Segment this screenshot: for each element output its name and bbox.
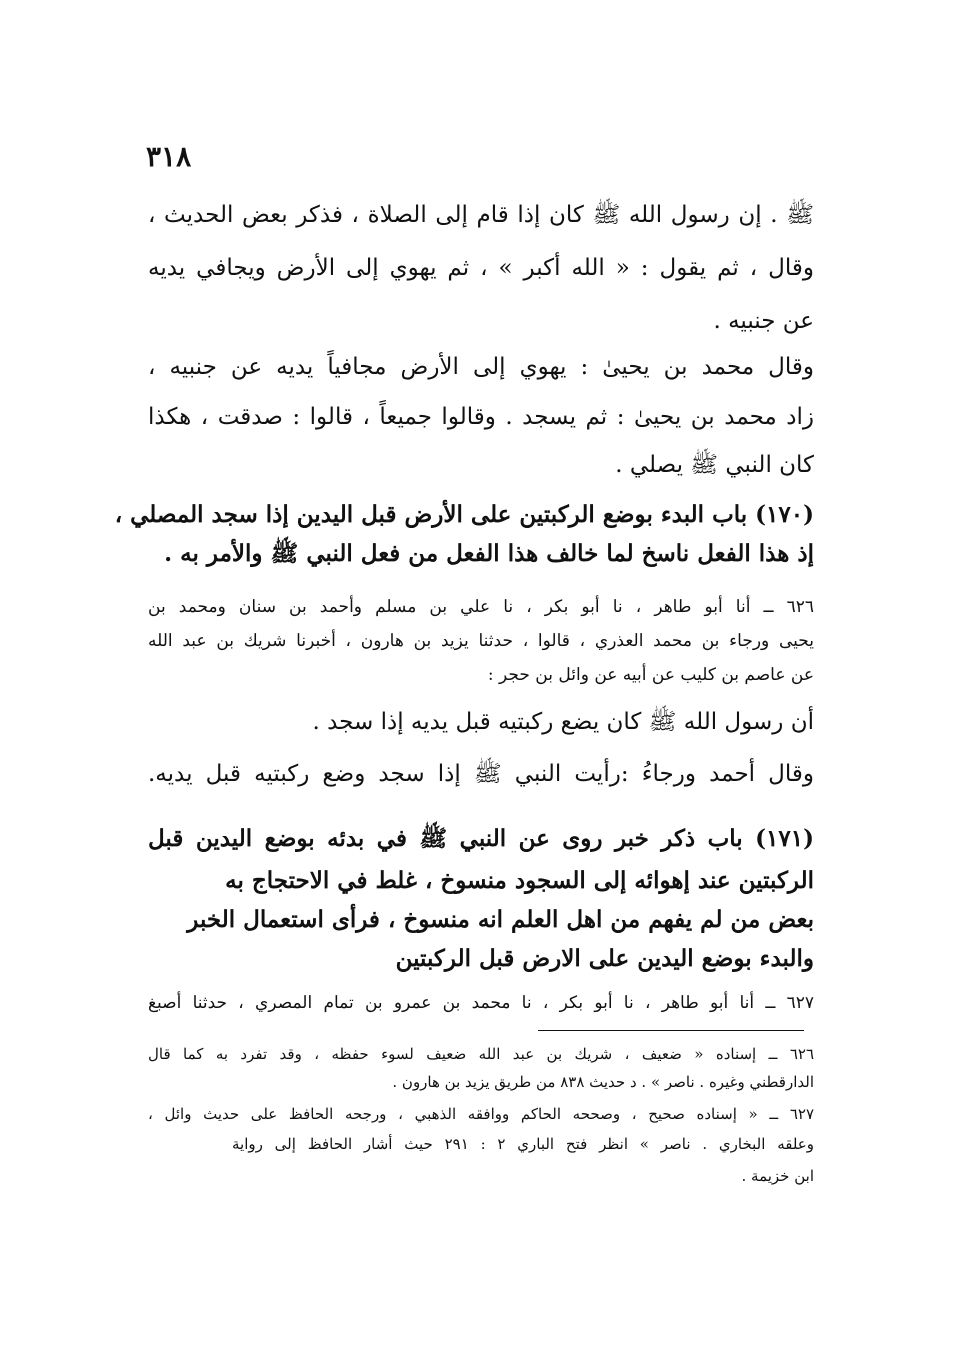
hadith-626-isnad: ٦٢٦ ــ أنا أبو طاهر ، نا أبو بكر ، نا علي بن مسلم وأحمد بن سنان ومحمد بن xyxy=(148,597,814,617)
chapter-heading-171: والبدء بوضع اليدين على الارض قبل الركبتين xyxy=(395,945,814,972)
paragraph-line: ﷺ . إن رسول الله ﷺ كان إذا قام إلى الصلاة ، فذكر بعض الحديث ، xyxy=(148,202,814,228)
footnote-627: ٦٢٧ ــ « إسناده صحيح ، وصححه الحاكم ووافقه الذهبي ، ورجحه الحافظ على حديث وائل ، xyxy=(148,1105,814,1123)
chapter-heading-171: بعض من لم يفهم من اهل العلم انه منسوخ ، فرأى استعمال الخبر xyxy=(187,906,814,933)
footnote-separator xyxy=(538,1030,804,1031)
chapter-heading-170: (١٧٠) باب البدء بوضع الركبتين على الأرض قبل اليدين إذا سجد المصلي ، xyxy=(114,501,814,528)
chapter-heading-171: الركبتين عند إهوائه إلى السجود منسوخ ، غلط في الاحتجاج به xyxy=(225,867,814,894)
hadith-627-isnad: ٦٢٧ ــ أنا أبو طاهر ، نا أبو بكر ، نا محمد بن عمرو بن تمام المصري ، حدثنا أصبغ xyxy=(148,993,814,1013)
footnote-626: ٦٢٦ ــ إسناده « ضعيف ، شريك بن عبد الله ضعيف لسوء حفظه ، وقد تفرد به كما قال xyxy=(148,1045,814,1063)
paragraph-line: عن جنبيه . xyxy=(713,308,814,334)
hadith-626-isnad: عن عاصم بن كليب عن أبيه عن وائل بن حجر : xyxy=(487,665,814,685)
footnote-627: ابن خزيمة . xyxy=(741,1167,814,1185)
chapter-heading-170: إذ هذا الفعل ناسخ لما خالف هذا الفعل من فعل النبي ﷺ والأمر به . xyxy=(164,540,814,567)
paragraph-line: وقال ، ثم يقول : « الله أكبر » ، ثم يهوي إلى الأرض ويجافي يديه xyxy=(148,255,814,281)
hadith-626-isnad: يحيى ورجاء بن محمد العذري ، قالوا ، حدثنا يزيد بن هارون ، أخبرنا شريك بن عبد الله xyxy=(148,631,814,651)
page-number: ٣١٨ xyxy=(146,140,192,173)
paragraph-line: كان النبي ﷺ يصلي . xyxy=(615,452,814,478)
paragraph-line: زاد محمد بن يحيىٰ : ثم يسجد . وقالوا جميعاً ، قالوا : صدقت ، هكذا xyxy=(148,404,814,430)
footnote-626: الدارقطني وغيره . ناصر » . د حديث ٨٣٨ من طريق يزيد بن هارون . xyxy=(392,1073,814,1091)
paragraph-line: وقال محمد بن يحيىٰ : يهوي إلى الأرض مجافياً يديه عن جنبيه ، xyxy=(148,354,814,380)
chapter-heading-171: (١٧١) باب ذكر خبر روى عن النبي ﷺ في بدئه بوضع اليدين قبل xyxy=(148,825,814,852)
hadith-626-matn: وقال أحمد ورجاءُ :رأيت النبي ﷺ إذا سجد وضع ركبتيه قبل يديه. xyxy=(148,761,814,787)
hadith-626-matn: أن رسول الله ﷺ كان يضع ركبتيه قبل يديه إذا سجد . xyxy=(312,709,814,735)
footnote-627: وعلقه البخاري . ناصر » انظر فتح الباري ٢ : ٢٩١ حيث أشار الحافظ إلى رواية xyxy=(232,1135,814,1153)
